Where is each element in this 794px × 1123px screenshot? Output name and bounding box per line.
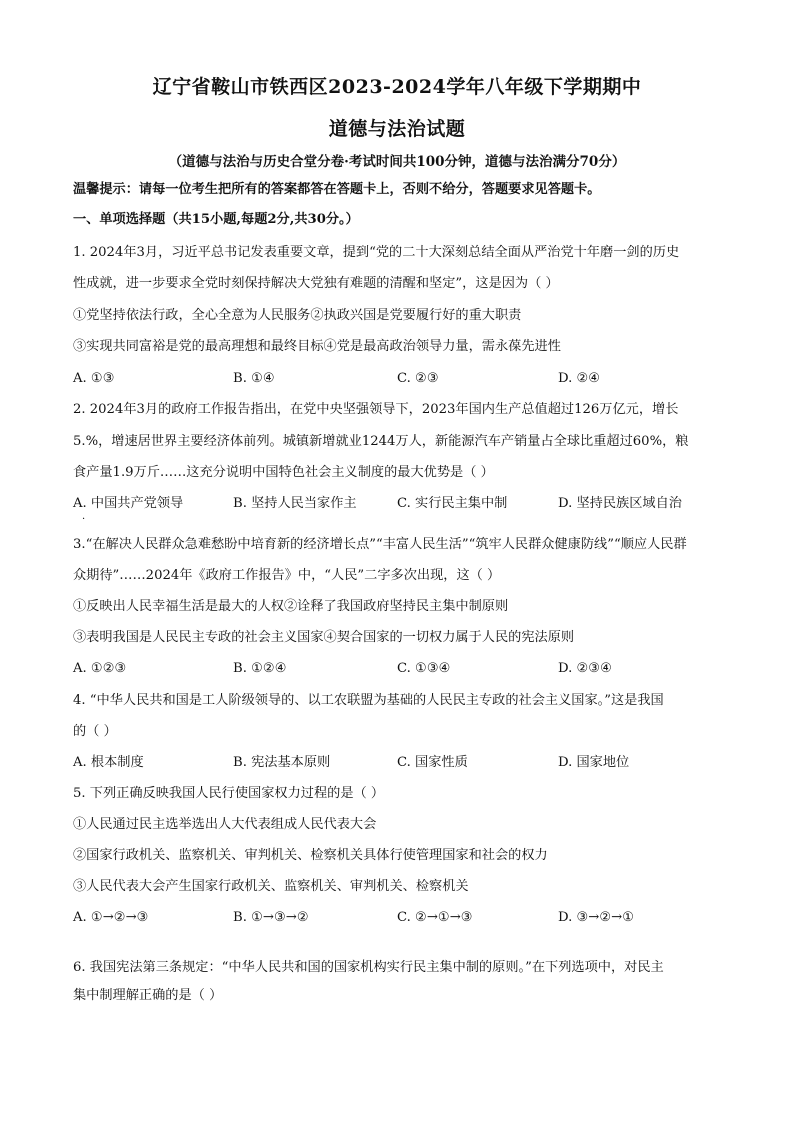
q2-option-d[interactable]: D. 坚持民族区域自治 [558, 496, 682, 511]
q3-stem-line2: 众期待”……2024年《政府工作报告》中，“人民”二字多次出现，这（ ） [73, 568, 501, 583]
q4-option-d[interactable]: D. 国家地位 [558, 755, 630, 770]
q4-stem-line2: 的（ ） [73, 724, 117, 739]
q1-option-c[interactable]: C. ②③ [397, 371, 439, 386]
q5-option-d[interactable]: D. ③→②→① [558, 910, 635, 925]
q3-statement-2: ③表明我国是人民民主专政的社会主义国家④契合国家的一切权力属于人民的宪法原则 [73, 630, 575, 645]
q3-option-c[interactable]: C. ①③④ [397, 661, 451, 676]
q5-statement-3: ③人民代表大会产生国家行政机关、监察机关、审判机关、检察机关 [73, 879, 469, 894]
q3-option-a[interactable]: A. ①②③ [73, 661, 127, 676]
q4-stem-line1: 4. “中华人民共和国是工人阶级领导的、以工农联盟为基础的人民民主专政的社会主义国家。”这是我国 [73, 693, 664, 708]
q3-option-b[interactable]: B. ①②④ [233, 661, 287, 676]
q5-option-a[interactable]: A. ①→②→③ [73, 910, 149, 925]
q3-stem-line1: 3.“在解决人民群众急难愁盼中培育新的经济增长点”“丰富人民生活”“筑牢人民群众健康防线”“顺应人民群 [73, 537, 687, 552]
stray-dot-mark: · [82, 514, 86, 525]
q2-option-b[interactable]: B. 坚持人民当家作主 [233, 496, 357, 511]
warm-tip: 温馨提示：请每一位考生把所有的答案都答在答题卡上，否则不给分，答题要求见答题卡。 [73, 182, 601, 197]
q5-option-c[interactable]: C. ②→①→③ [397, 910, 473, 925]
exam-subject-title: 道德与法治试题 [328, 118, 466, 140]
q6-stem-line1: 6. 我国宪法第三条规定：“中华人民共和国的国家机构实行民主集中制的原则。”在下列选项中，对民主 [73, 960, 664, 975]
q1-statement-1: ①党坚持依法行政，全心全意为人民服务②执政兴国是党要履行好的重大职责 [73, 308, 522, 323]
q2-stem-line1: 2. 2024年3月的政府工作报告指出，在党中央坚强领导下，2023年国内生产总值超过126万亿元，增长 [73, 402, 679, 417]
q2-option-a[interactable]: A. 中国共产党领导 [73, 496, 184, 511]
q1-stem-line1: 1. 2024年3月，习近平总书记发表重要文章，提到“党的二十大深刻总结全面从严治党十年磨一剑的历史 [73, 245, 680, 260]
q1-option-d[interactable]: D. ②④ [558, 371, 601, 386]
q5-stem-line1: 5. 下列正确反映我国人民行使国家权力过程的是（ ） [73, 786, 385, 801]
exam-note: （道德与法治与历史合堂分卷·考试时间共100分钟，道德与法治满分70分） [168, 154, 626, 170]
section-heading: 一、单项选择题（共15小题,每题2分,共30分。） [73, 212, 359, 227]
q6-stem-line2: 集中制理解正确的是（ ） [73, 988, 223, 1003]
q4-option-c[interactable]: C. 国家性质 [397, 755, 468, 770]
q1-statement-2: ③实现共同富裕是党的最高理想和最终目标④党是最高政治领导力量，需永葆先进性 [73, 339, 561, 354]
q2-option-c[interactable]: C. 实行民主集中制 [397, 496, 508, 511]
q1-option-b[interactable]: B. ①④ [233, 371, 275, 386]
q2-stem-line3: 食产量1.9万斤……这充分说明中国特色社会主义制度的最大优势是（ ） [73, 465, 494, 480]
q2-stem-line2: 5.%，增速居世界主要经济体前列。城镇新增就业1244万人，新能源汽车产销量占全球比重超过60%，粮 [73, 434, 689, 449]
q1-option-a[interactable]: A. ①③ [73, 371, 115, 386]
q5-statement-1: ①人民通过民主选举选出人大代表组成人民代表大会 [73, 817, 377, 832]
q4-option-b[interactable]: B. 宪法基本原则 [233, 755, 331, 770]
q4-option-a[interactable]: A. 根本制度 [73, 755, 144, 770]
q3-option-d[interactable]: D. ②③④ [558, 661, 612, 676]
exam-title: 辽宁省鞍山市铁西区2023-2024学年八年级下学期期中 [152, 76, 642, 98]
q1-stem-line2: 性成就，进一步要求全党时刻保持解决大党独有难题的清醒和坚定”，这是因为（ ） [73, 276, 559, 291]
q5-statement-2: ②国家行政机关、监察机关、审判机关、检察机关具体行使管理国家和社会的权力 [73, 848, 548, 863]
q5-option-b[interactable]: B. ①→③→② [233, 910, 309, 925]
q3-statement-1: ①反映出人民幸福生活是最大的人权②诠释了我国政府坚持民主集中制原则 [73, 599, 509, 614]
